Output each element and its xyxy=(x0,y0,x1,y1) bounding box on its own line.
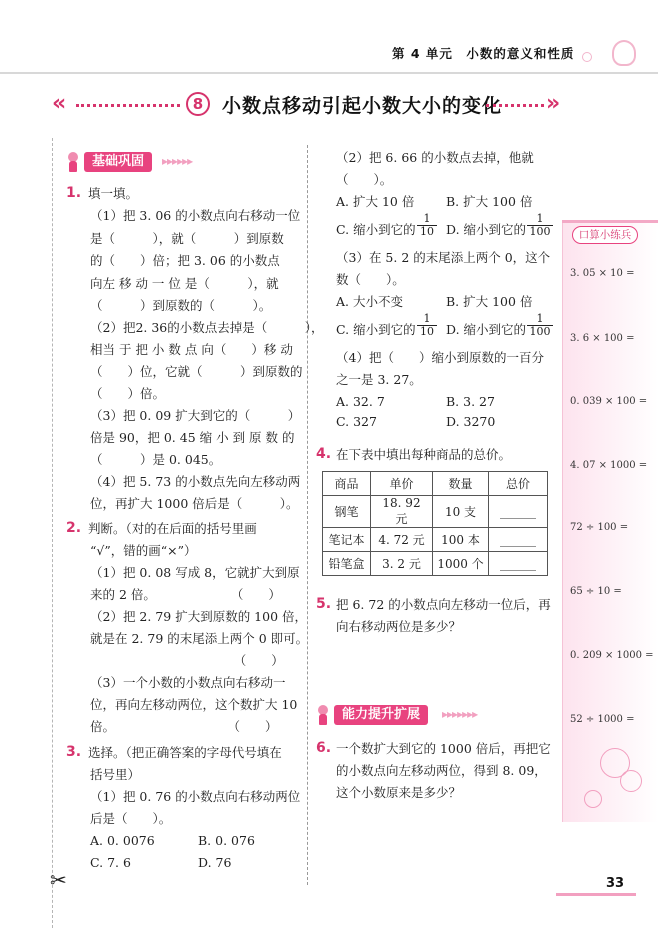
q3-line: （4）把（ ）缩小到原数的一百分 xyxy=(336,350,544,365)
q3-option: C. 327 xyxy=(336,414,377,429)
q3-line: （2）把 6. 66 的小数点去掉，他就 xyxy=(336,150,534,165)
mental-math-item: 52 ÷ 1000 = xyxy=(570,714,635,725)
page-number-underline xyxy=(556,893,636,896)
fraction-denominator: 10 xyxy=(417,225,437,238)
q3-line: 后是（ ）。 xyxy=(90,811,172,826)
q3-option: B. 3. 27 xyxy=(446,394,495,409)
table-cell: 4. 72 元 xyxy=(371,528,433,552)
q3-line: （1）把 0. 76 的小数点向右移动两位 xyxy=(90,789,301,804)
section-arrows-icon: ▸▸▸▸▸▸ xyxy=(162,154,193,168)
q5-line: 向右移动两位是多少？ xyxy=(336,619,462,634)
fraction-numerator: 1 xyxy=(423,212,431,225)
binding-margin-line xyxy=(52,138,53,928)
q3-option: C. 缩小到它的 xyxy=(336,322,416,337)
q3-option: A. 大小不变 xyxy=(336,294,403,309)
q3-line: 之一是 3. 27。 xyxy=(336,372,422,387)
unit-header: 第 4 单元 小数的意义和性质 xyxy=(392,46,575,61)
swirl-decoration-icon xyxy=(584,790,602,808)
fraction xyxy=(417,213,437,238)
table-cell: 笔记本 xyxy=(323,528,371,552)
header-divider xyxy=(0,72,658,74)
q2-line: （3）一个小数的小数点向右移动一 xyxy=(90,675,286,690)
q5-line: 把 6. 72 的小数点向左移动一位后，再 xyxy=(336,597,551,612)
q3-option: D. 76 xyxy=(198,855,232,870)
swirl-decoration-icon xyxy=(620,770,642,792)
fraction-numerator: 1 xyxy=(536,212,544,225)
table-cell: 18. 92 元 xyxy=(371,496,433,528)
q3-option: A. 32. 7 xyxy=(336,394,385,409)
balloon-decoration-icon xyxy=(612,40,636,66)
q1-line: （1）把 3. 06 的小数点向右移动一位 xyxy=(90,208,301,223)
q6-line: 一个数扩大到它的 1000 倍后，再把它 xyxy=(336,741,551,756)
table-cell: 钢笔 xyxy=(323,496,371,528)
answer-blank[interactable]: ______ xyxy=(489,496,548,528)
title-dots-right xyxy=(486,104,544,107)
title-dots-left xyxy=(76,104,180,107)
q1-line: 的（ ）倍；把 3. 06 的小数点 xyxy=(90,253,280,268)
fraction-numerator: 1 xyxy=(423,312,431,325)
q1-line: （3）把 0. 09 扩大到它的（ ） xyxy=(90,408,301,423)
table-cell: 铅笔盒 xyxy=(323,552,371,576)
q4-text: 在下表中填出每种商品的总价。 xyxy=(336,447,512,462)
left-chevron-icon: « xyxy=(52,91,67,116)
table-row xyxy=(323,552,548,576)
q1-line: （ ）倍。 xyxy=(90,386,166,401)
q1-number: 1. xyxy=(66,185,82,201)
fraction-denominator: 10 xyxy=(417,325,437,338)
table-cell: 3. 2 元 xyxy=(371,552,433,576)
mental-math-item: 3. 05 × 10 = xyxy=(570,268,635,279)
q2-line: 来的 2 倍。 （ ） xyxy=(90,587,281,602)
table-header-cell: 数量 xyxy=(433,472,489,496)
q3-option: B. 扩大 100 倍 xyxy=(446,294,533,309)
q3-line: 括号里） xyxy=(90,767,141,782)
q3-option: D. 缩小到它的 xyxy=(446,222,527,237)
q3-line: （3）在 5. 2 的末尾添上两个 0，这个 xyxy=(336,250,551,265)
q4-number: 4. xyxy=(316,446,332,462)
q1-line: 相当 于 把 小 数 点 向（ ）移 动 xyxy=(90,342,293,357)
q1-line: 倍是 90，把 0. 45 缩 小 到 原 数 的 xyxy=(90,430,295,445)
fraction xyxy=(417,313,437,338)
q1-line: （2）把2. 36的小数点去掉是（ ）， xyxy=(90,320,324,335)
mental-math-item: 0. 039 × 100 = xyxy=(570,396,648,407)
page-number: 33 xyxy=(606,876,625,891)
q1-line: （ ）是 0. 045。 xyxy=(90,452,222,467)
q2-line: （ ） xyxy=(90,653,284,668)
q2-line: （2）把 2. 79 扩大到原数的 100 倍， xyxy=(90,609,308,624)
section-basic-badge: 基础巩固 xyxy=(84,152,152,172)
fraction-numerator: 1 xyxy=(536,312,544,325)
table-cell: 1000 个 xyxy=(433,552,489,576)
q3-option: B. 扩大 100 倍 xyxy=(446,194,533,209)
q1-line: （ ）到原数的（ ）。 xyxy=(90,298,272,313)
fraction-denominator: 100 xyxy=(527,325,553,338)
table-cell: 10 支 xyxy=(433,496,489,528)
girl-icon xyxy=(316,705,330,725)
q6-line: 这个小数原来是多少？ xyxy=(336,785,462,800)
flower-decoration-icon xyxy=(582,52,592,62)
goods-table xyxy=(322,471,548,576)
q3-option: C. 7. 6 xyxy=(90,855,131,870)
answer-blank[interactable]: ______ xyxy=(489,528,548,552)
table-header-row xyxy=(323,472,548,496)
table-cell: 100 本 xyxy=(433,528,489,552)
mental-math-item: 4. 07 × 1000 = xyxy=(570,460,648,471)
q3-line: （ ）。 xyxy=(336,172,393,187)
q3-number: 3. xyxy=(66,744,82,760)
table-header-cell: 商品 xyxy=(323,472,371,496)
q3-option: D. 3270 xyxy=(446,414,496,429)
sidebar-top-border xyxy=(562,220,658,223)
q2-number: 2. xyxy=(66,520,82,536)
q3-line: 数（ ）。 xyxy=(336,272,405,287)
q1-line: （4）把 5. 73 的小数点先向左移动两 xyxy=(90,474,301,489)
mental-math-item: 3. 6 × 100 = xyxy=(570,333,635,344)
fraction-denominator: 100 xyxy=(527,225,553,238)
q2-line: 判断。（对的在后面的括号里画 xyxy=(88,521,257,536)
table-header-cell: 总价 xyxy=(489,472,548,496)
q1-line: 向左 移 动 一 位 是（ ），就 xyxy=(90,276,279,291)
q3-line: 选择。（把正确答案的字母代号填在 xyxy=(88,745,282,760)
q2-line: 位，再向左移动两位，这个数扩大 10 xyxy=(90,697,298,712)
lesson-title: 小数点移动引起小数大小的变化 xyxy=(222,95,503,117)
mental-math-item: 0. 209 × 1000 = xyxy=(570,650,654,661)
q2-line: “√”，错的画“×”） xyxy=(90,543,197,558)
section-advanced-badge: 能力提升扩展 xyxy=(334,705,428,725)
lesson-number: 8 xyxy=(186,92,210,116)
table-row xyxy=(323,528,548,552)
fraction xyxy=(527,213,553,238)
q3-option: A. 扩大 10 倍 xyxy=(336,194,415,209)
fraction xyxy=(527,313,553,338)
scissors-icon: ✂ xyxy=(50,868,67,892)
q6-number: 6. xyxy=(316,740,332,756)
q1-line: 位，再扩大 1000 倍后是（ ）。 xyxy=(90,496,299,511)
table-header-cell: 单价 xyxy=(371,472,433,496)
q2-line: 倍。 （ ） xyxy=(90,719,278,734)
mental-math-item: 65 ÷ 10 = xyxy=(570,586,622,597)
q3-option: B. 0. 076 xyxy=(198,833,255,848)
q1-line: 填一填。 xyxy=(88,186,139,201)
q3-option: A. 0. 0076 xyxy=(90,833,155,848)
q1-line: （ ）位，它就（ ）到原数的 xyxy=(90,364,303,379)
section-arrows-icon: ▸▸▸▸▸▸▸ xyxy=(442,707,478,721)
q2-line: （1）把 0. 08 写成 8，它就扩大到原 xyxy=(90,565,300,580)
right-chevron-icon: » xyxy=(546,91,561,116)
q3-option: D. 缩小到它的 xyxy=(446,322,527,337)
q2-line: 就是在 2. 79 的末尾添上两个 0 即可。 xyxy=(90,631,309,646)
girl-icon xyxy=(66,152,80,172)
q1-line: 是（ ），就（ ）到原数 xyxy=(90,231,284,246)
column-divider xyxy=(307,145,308,885)
q5-number: 5. xyxy=(316,596,332,612)
q3-option: C. 缩小到它的 xyxy=(336,222,416,237)
table-row xyxy=(323,496,548,528)
q6-line: 的小数点向左移动两位，得到 8. 09， xyxy=(336,763,547,778)
answer-blank[interactable]: ______ xyxy=(489,552,548,576)
sidebar-tag: 口算小练兵 xyxy=(572,226,638,244)
mental-math-item: 72 ÷ 100 = xyxy=(570,522,629,533)
